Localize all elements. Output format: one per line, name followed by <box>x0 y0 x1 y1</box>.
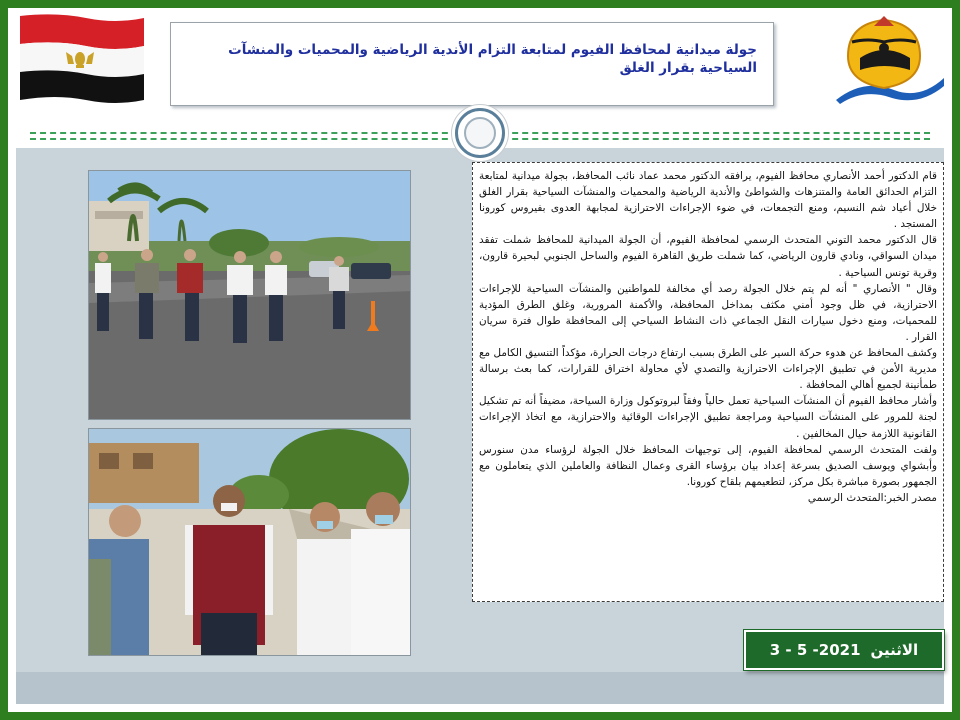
date-text: 3 - 5 -2021 <box>769 641 861 659</box>
article-paragraph: وأشار محافظ الفيوم أن المنشآت السياحية تعمل حالياً وفقاً لبروتوكول وزارة السياحة، مضيفاً أنه تم تشكيل لجنة للمرور على المنشآت السياحية ومراجعة تطبيق الإجراءات الوقائية والاحترازية، مع اتخاذ الإجراءات القانونية اللازمة حيال المخالفين . <box>479 395 937 440</box>
photo-field-tour-road <box>88 170 411 420</box>
news-article <box>472 162 944 602</box>
circle-ornament <box>455 108 505 158</box>
article-paragraph: ولفت المتحدث الرسمي لمحافظة الفيوم، إلى توجيهات المحافظ خلال الجولة لرؤساء مدن سنورس وأبشواي ويوسف الصديق بسرعة إعداد بيان برؤساء القرى وعمال النظافة والعاملين الذي يتعاملون مع الجمهور بصورة مباشرة بكل مركز، لتطعيمهم بلقاح كورونا. <box>479 443 937 488</box>
date-badge <box>744 630 944 670</box>
photo-road-scene <box>89 171 411 420</box>
article-paragraph: قام الدكتور أحمد الأنصاري محافظ الفيوم، يرافقه الدكتور محمد عماد نائب المحافظ، بجولة ميدانية لمتابعة التزام الحدائق العامة والمتنزهات والشواطئ والأندية الرياضية والمحميات والمنشآت السياحية بقرار الغلق خلال أعياد شم النسيم، ومنع التجمعات، في ضوء الإجراءات الاحترازية لمجابهة العدوى بفيروس كورونا المستجد . <box>479 170 937 231</box>
page-title: جولة ميدانية لمحافظ الفيوم لمتابعة التزام الأندية الرياضية والمحميات والمنشآت السياحية بقرار الغلق <box>228 42 757 76</box>
fayoum-governorate-logo <box>834 8 946 104</box>
footer-band <box>16 672 944 704</box>
day-name: الاثنين <box>870 641 919 659</box>
photo-meeting-scene <box>89 429 411 656</box>
egypt-flag-icon <box>16 12 148 104</box>
article-paragraph: وكشف المحافظ عن هدوء حركة السير على الطرق بسبب ارتفاع درجات الحرارة، مؤكداً التنسيق الكامل مع مديرية الأمن في تطبيق الإجراءات الاحترازية والتصدي لأي محاولة اختراق للقرارات، كما بعث برسالة طمأنينة لجميع أهالي المحافظة . <box>479 347 937 392</box>
article-paragraph: قال الدكتور محمد التوني المتحدث الرسمي لمحافظة الفيوم، أن الجولة الميدانية للمحافظ شملت تفقد ميدان السواقي، ونادي قارون الرياضي، كما شملت طريق القاهرة الفيوم والساحل الجنوبي لبحيرة قارون، وقرية تونس السياحية . <box>479 234 937 279</box>
article-paragraph: وقال " الأنصاري " أنه لم يتم خلال الجولة رصد أي مخالفة للمواطنين والمنشآت السياحية للإجراءات الاحترازية، في ظل وجود أمني مكثف بمداخل المحافظة، والأكمنة المرورية، وغلق الطرق المؤدية للمحميات، ومنع دخول سيارات النقل الجماعي ذات النشاط السياحي إلى المحافظة طوال فترة سريان القرار . <box>479 282 937 343</box>
circle-ornament-inner <box>464 117 496 149</box>
title-box <box>170 22 774 106</box>
news-source: مصدر الخبر:المتحدث الرسمي <box>807 491 937 504</box>
photo-field-tour-meeting <box>88 428 411 656</box>
